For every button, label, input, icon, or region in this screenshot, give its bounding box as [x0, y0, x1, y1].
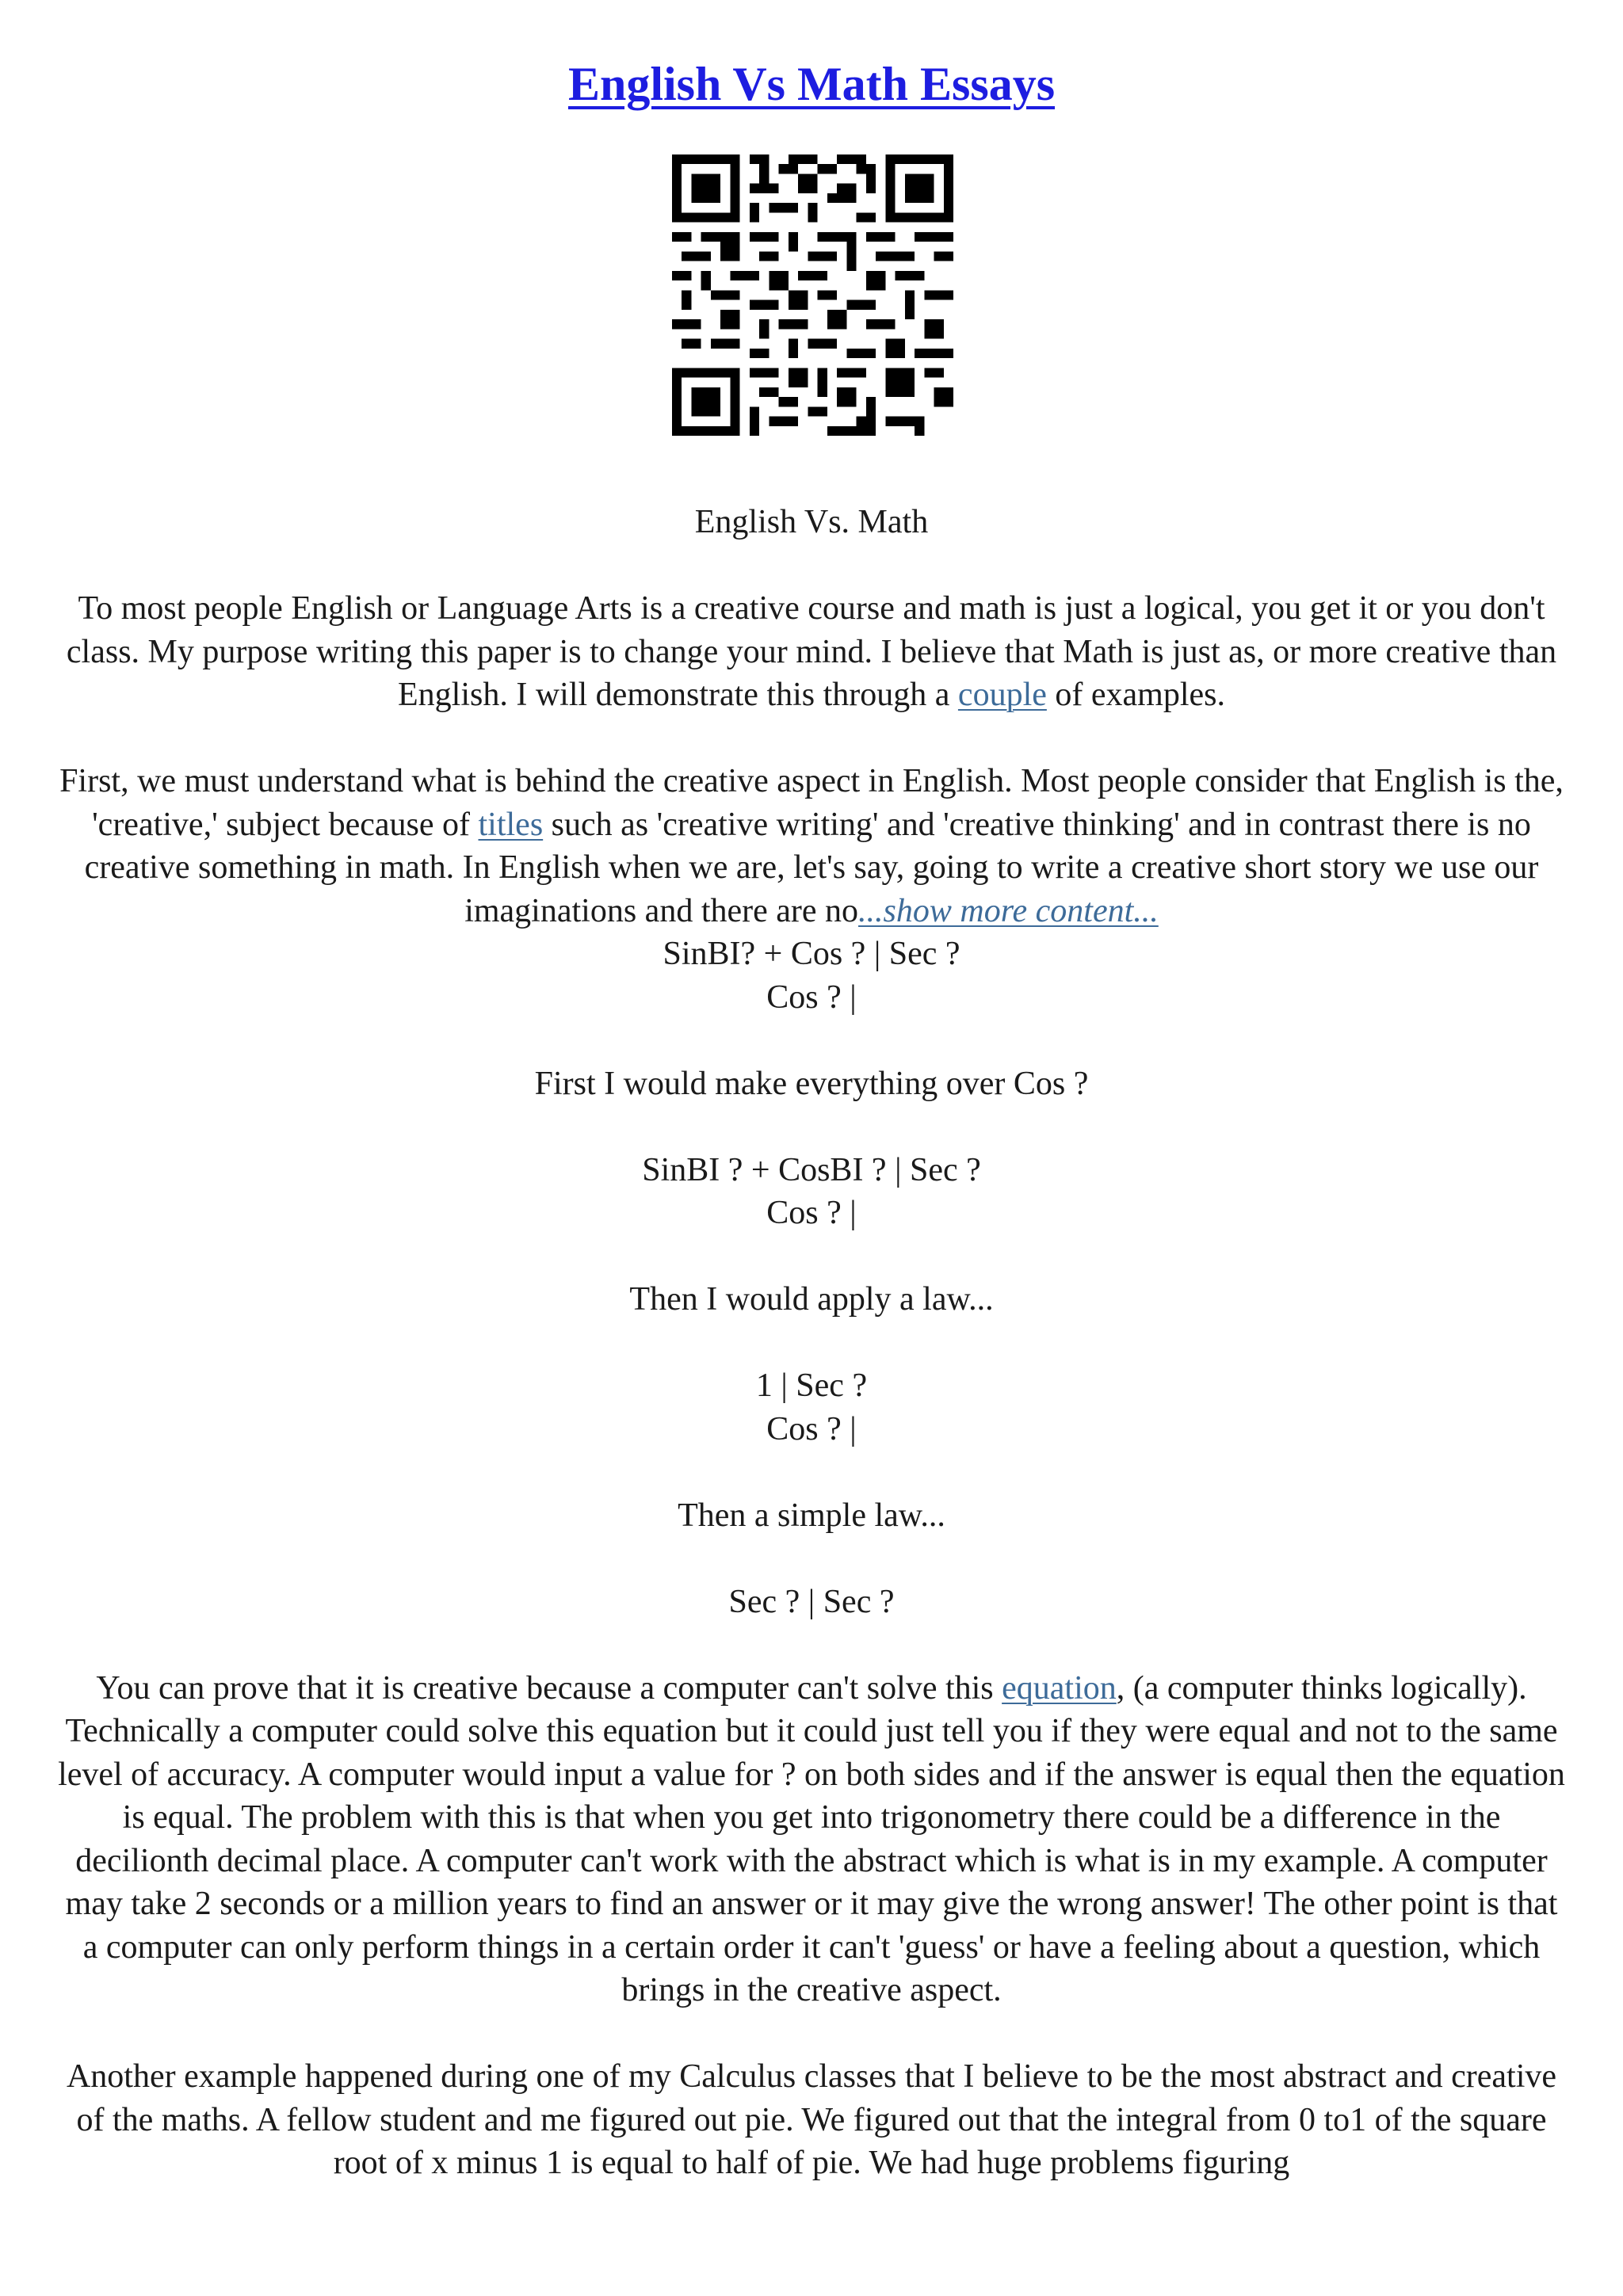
math-expression-3-line-2: Cos ? |: [766, 1410, 857, 1447]
essay-content: [55, 501, 1568, 2185]
titles-link[interactable]: titles: [478, 806, 544, 843]
step-3-text: Then a simple law...: [678, 1497, 945, 1534]
step-2-text: Then I would apply a law...: [629, 1281, 994, 1318]
math-expression-2-line-2: Cos ? |: [766, 1195, 857, 1231]
title-wrap: [0, 57, 1623, 112]
paragraph-intro-text-after: of examples.: [1046, 677, 1225, 713]
essay-heading: English Vs. Math: [694, 504, 929, 540]
math-expression-1-line-2: Cos ? |: [766, 978, 857, 1016]
paragraph-intro: [55, 587, 1568, 717]
math-expression-3-line-1: 1 | Sec ?: [755, 1367, 868, 1404]
paragraph-computer-text-before: You can prove that it is creative because a computer can't solve this: [96, 1669, 1002, 1707]
paragraph-calculus: Another example happened during one of my Calculus classes that I believe to be the most abstract and creative of the maths. A fellow student and me figured out pie. We figured out that the integral from 0 to1 of the square root of x minus 1 is equal to half of pie. We had huge problems figuring: [66, 2058, 1557, 2181]
paragraph-creative-aspect-text-after: such as 'creative writing' and 'creative thinking' and in contrast there is no creative something in math. In English when we are, let's say, going to write a creative short story we use our imaginations and there are no: [84, 806, 1539, 929]
math-expression-2-line-1: SinBI ? + CosBI ? | Sec ?: [642, 1151, 981, 1188]
equation-link[interactable]: equation: [1002, 1669, 1117, 1707]
math-expression-4: Sec ? | Sec ?: [728, 1583, 895, 1620]
paragraph-creative-aspect: [55, 760, 1568, 933]
paragraph-computer-text-after: , (a computer thinks logically). Technically a computer could solve this equation but it could just tell you if they were equal and not to the same level of accuracy. A computer would input a value for ? on both sides and if the answer is equal then the equation is equal. The problem with this is that when you get into trigonometry there could be a difference in the decilionth decimal place. A computer can't work with the abstract which is what is in my example. A computer may take 2 seconds or a million years to find an answer or it may give the wrong answer! The other point is that a computer can only perform things in a certain order it can't 'guess' or have a feeling about a question, which brings in the creative aspect.: [58, 1669, 1565, 2008]
paragraph-intro-text-before: To most people English or Language Arts is a creative course and math is just a logical, you get it or you don't class. My purpose writing this paper is to change your mind. I believe that Math is just as, or more creative than English. I will demonstrate this through a: [66, 590, 1557, 713]
show-more-content-link[interactable]: ...show more content...: [858, 892, 1159, 929]
couple-link[interactable]: couple: [957, 677, 1047, 713]
paragraph-computer: [55, 1667, 1568, 2012]
step-1-text: First I would make everything over Cos ?: [534, 1065, 1089, 1102]
qr-code-icon: [672, 154, 953, 436]
document-title-link[interactable]: English Vs Math Essays: [567, 58, 1056, 110]
paragraph-creative-aspect-text-before: First, we must understand what is behind the creative aspect in English. Most people consider that English is the, 'creative,' subject because of: [59, 763, 1564, 843]
math-expression-1-line-1: SinBI? + Cos ? | Sec ?: [663, 936, 960, 972]
